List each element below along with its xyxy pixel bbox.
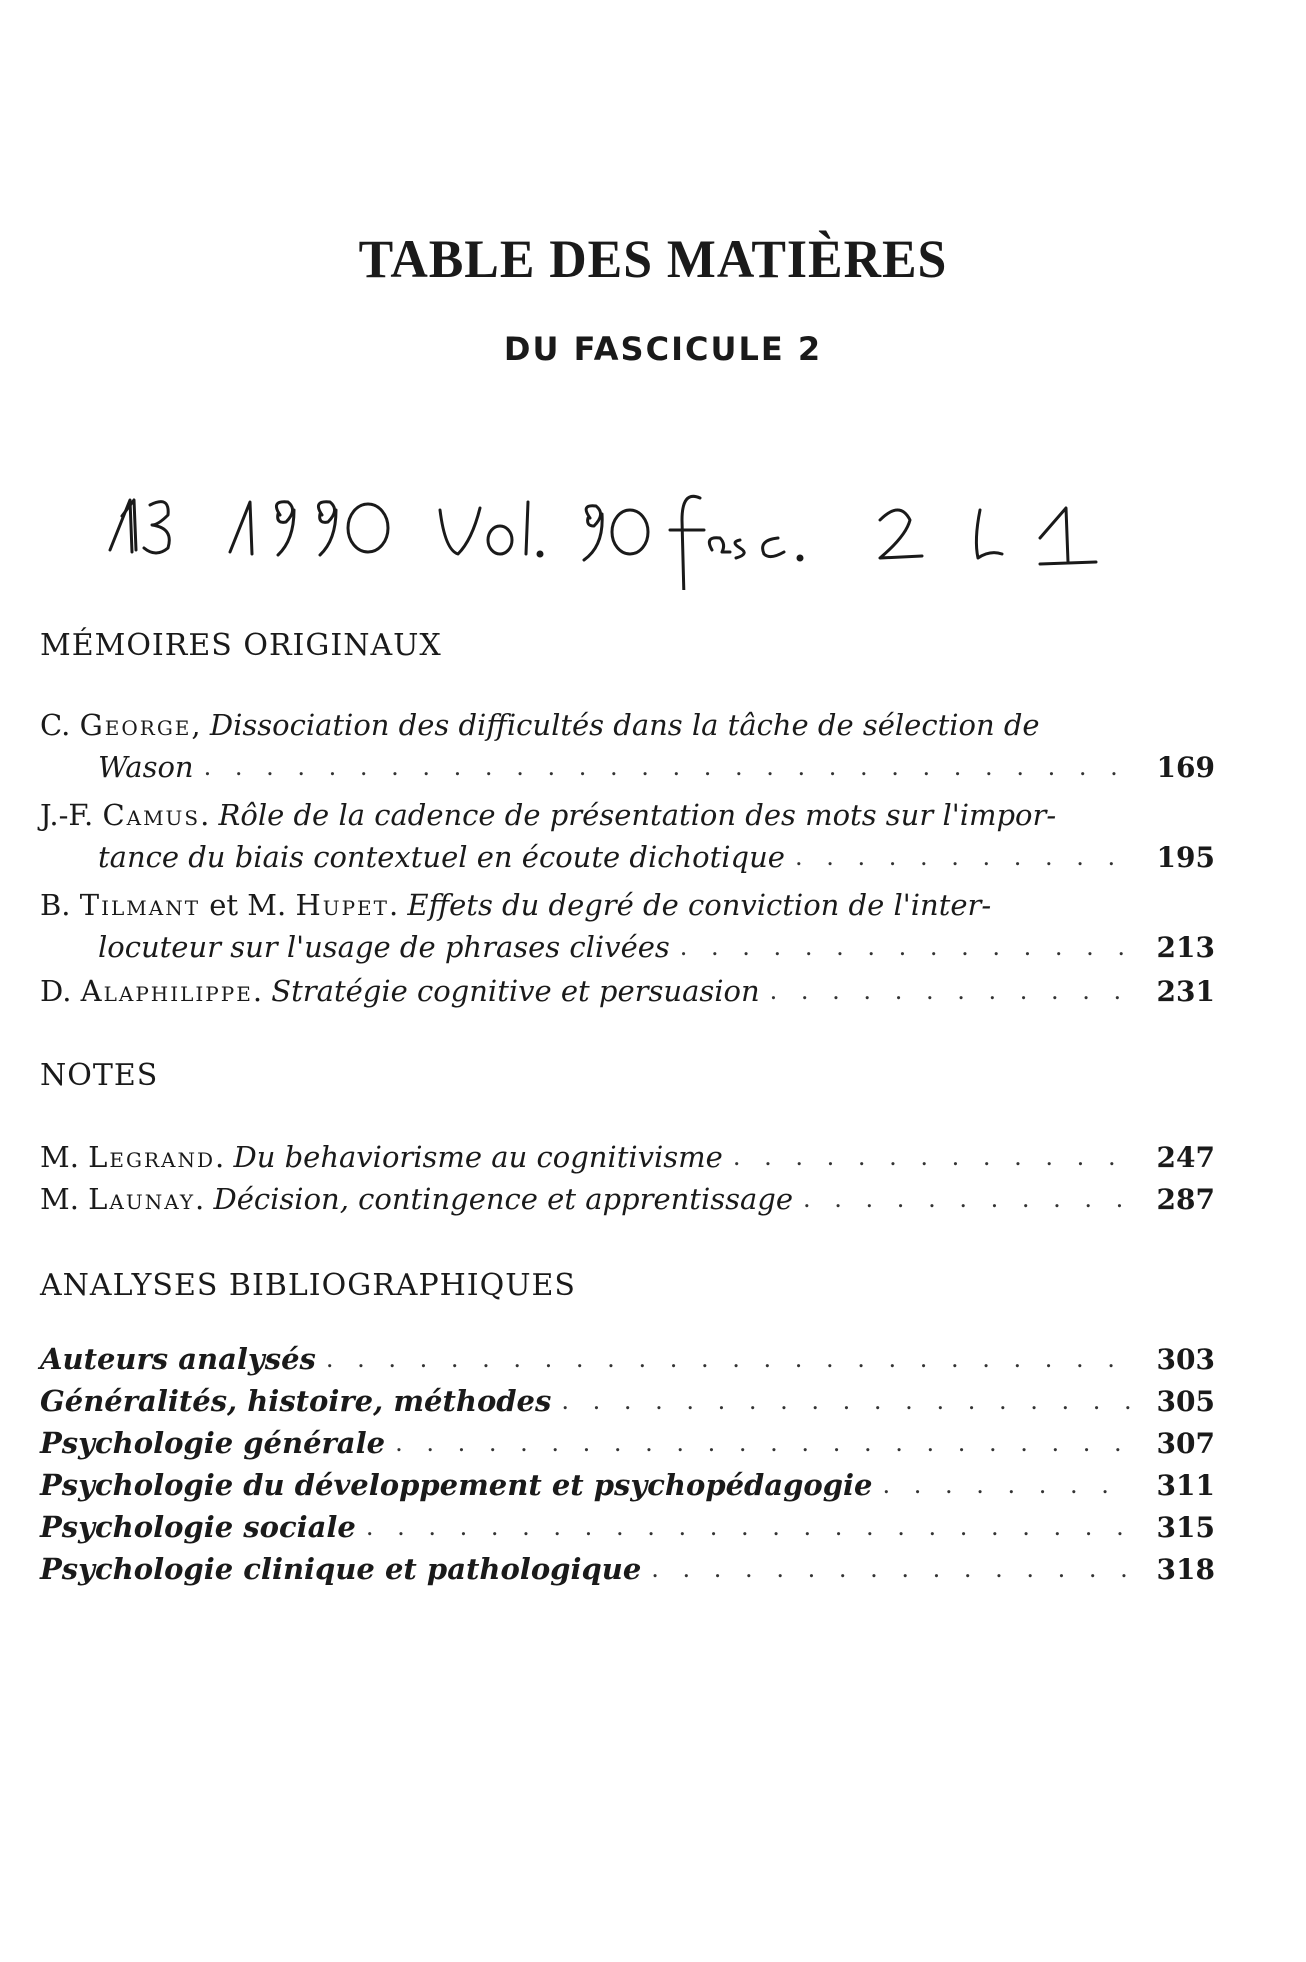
entry-title-line: Psychologie sociale bbox=[40, 1510, 356, 1544]
toc-entry[interactable]: M. Legrand . Du behaviorisme au cognitivisme . . . 247 bbox=[40, 1132, 1215, 1174]
toc-entry[interactable]: B. Tilmant et M. Hupet . Effets du degré de conviction de l'inter- locuteur sur l'usage de phrases clivées . . . 213 bbox=[40, 880, 1215, 964]
entry-title-line: Psychologie clinique et pathologique bbox=[40, 1552, 642, 1586]
entry-author-name: Tilmant bbox=[79, 888, 201, 922]
toc-entry[interactable]: J.-F. Camus . Rôle de la cadence de présentation des mots sur l'impor- tance du biais contextuel en écoute dichotique . . . 195 bbox=[40, 790, 1215, 874]
leader-dots bbox=[204, 750, 1133, 784]
entry-page-number: 287 bbox=[1156, 1183, 1215, 1216]
toc-entry[interactable] bbox=[40, 1334, 1215, 1376]
entry-author-initial: C. bbox=[40, 708, 71, 742]
leader-dots bbox=[733, 1140, 1133, 1174]
entry-title-line: locuteur sur l'usage de phrases clivées bbox=[98, 930, 670, 964]
entry-title-line: Du behaviorisme au cognitivisme bbox=[233, 1140, 723, 1174]
entry-author-name: Legrand bbox=[88, 1140, 216, 1174]
entry-author-initial: D. bbox=[40, 974, 72, 1008]
entry-page-number: 307 bbox=[1156, 1427, 1215, 1460]
handwriting-drawing bbox=[100, 480, 1280, 590]
entry-page-number: 311 bbox=[1156, 1469, 1215, 1502]
toc-entry[interactable]: D. Alaphilippe . Stratégie cognitive et persuasion . . . 231 bbox=[40, 966, 1215, 1008]
entry-author-name: Launay bbox=[88, 1182, 196, 1216]
toc-entry[interactable] bbox=[40, 1376, 1215, 1418]
entry-title-line: Généralités, histoire, méthodes bbox=[40, 1384, 552, 1418]
leader-dots bbox=[395, 1426, 1133, 1460]
page-title: TABLE DES MATIÈRES bbox=[358, 229, 948, 289]
section-heading-analyses: ANALYSES BIBLIOGRAPHIQUES bbox=[40, 1268, 576, 1303]
section-heading-notes: NOTES bbox=[40, 1058, 159, 1093]
entry-title-line: Rôle de la cadence de présentation des mots sur l'impor- bbox=[218, 798, 1057, 832]
entry-title-line: Psychologie du développement et psychopédagogie bbox=[40, 1468, 873, 1502]
entry-title-line: Wason bbox=[98, 750, 194, 784]
entry-title-line: Effets du degré de conviction de l'inter- bbox=[407, 888, 992, 922]
entry-page-number: 315 bbox=[1156, 1511, 1215, 1544]
toc-entry[interactable] bbox=[40, 1544, 1215, 1586]
entry-title-line: Auteurs analysés bbox=[40, 1342, 316, 1376]
entry-title-line: Dissociation des difficultés dans la tâche de sélection de bbox=[209, 708, 1040, 742]
entry-author-name: Alaphilippe bbox=[80, 974, 253, 1008]
entry-author-initial: M. bbox=[40, 1140, 79, 1174]
toc-entry[interactable]: M. Launay . Décision, contingence et apprentissage . . . 287 bbox=[40, 1174, 1215, 1216]
leader-dots bbox=[366, 1510, 1133, 1544]
leader-dots bbox=[326, 1342, 1133, 1376]
entry-page-number: 213 bbox=[1156, 931, 1215, 964]
entry-author-name: George bbox=[79, 708, 192, 742]
entry-author-conj: et M. bbox=[209, 888, 287, 922]
entry-page-number: 231 bbox=[1156, 975, 1215, 1008]
entry-page-number: 195 bbox=[1156, 841, 1215, 874]
entry-page-number: 169 bbox=[1156, 751, 1215, 784]
leader-dots bbox=[770, 974, 1133, 1008]
entry-author-initial: J.-F. bbox=[40, 798, 94, 832]
entry-title-line: Stratégie cognitive et persuasion bbox=[271, 974, 760, 1008]
entry-author-name: Camus bbox=[102, 798, 201, 832]
leader-dots bbox=[882, 1468, 1133, 1502]
entry-page-number: 318 bbox=[1156, 1553, 1215, 1586]
toc-entry[interactable] bbox=[40, 1418, 1215, 1460]
leader-dots bbox=[680, 930, 1133, 964]
toc-entry[interactable]: C. George , Dissociation des difficultés dans la tâche de sélection de Wason . . . 169 bbox=[40, 700, 1215, 784]
entry-title-line: tance du biais contextuel en écoute dichotique bbox=[98, 840, 785, 874]
toc-entry[interactable] bbox=[40, 1460, 1215, 1502]
toc-entry[interactable] bbox=[40, 1502, 1215, 1544]
entry-author-initial: M. bbox=[40, 1182, 79, 1216]
entry-title-line: Psychologie générale bbox=[40, 1426, 386, 1460]
leader-dots bbox=[803, 1182, 1133, 1216]
entry-page-number: 247 bbox=[1156, 1141, 1215, 1174]
page-subtitle: DU FASCICULE 2 bbox=[503, 330, 823, 368]
handwritten-annotation bbox=[100, 480, 1280, 590]
entry-page-number: 303 bbox=[1156, 1343, 1215, 1376]
section-heading-memoires: MÉMOIRES ORIGINAUX bbox=[40, 628, 442, 663]
leader-dots bbox=[651, 1552, 1133, 1586]
entry-page-number: 305 bbox=[1156, 1385, 1215, 1418]
entry-author-initial: B. bbox=[40, 888, 71, 922]
leader-dots bbox=[561, 1384, 1133, 1418]
leader-dots bbox=[795, 840, 1133, 874]
entry-author-name-2: Hupet bbox=[295, 888, 389, 922]
entry-title-line: Décision, contingence et apprentissage bbox=[213, 1182, 794, 1216]
